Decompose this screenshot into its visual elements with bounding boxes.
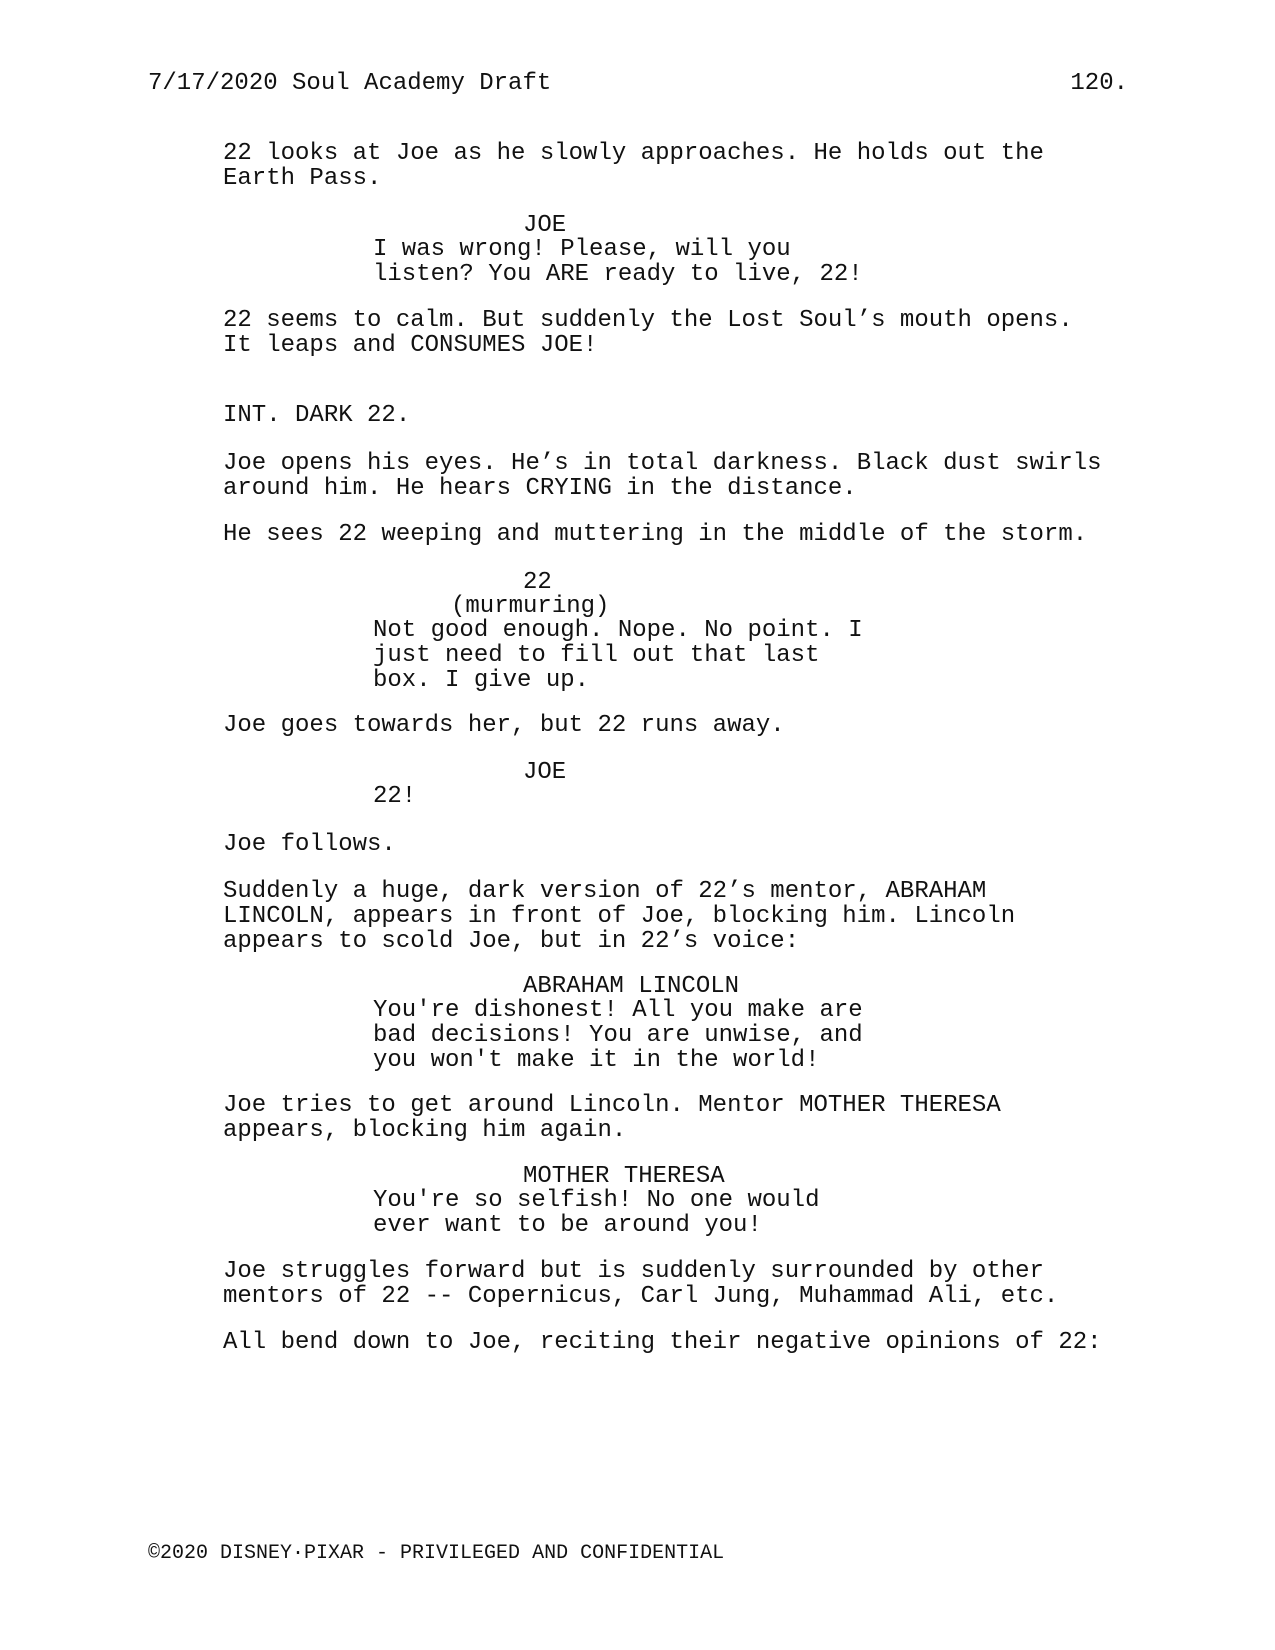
page-number: 120. [1070, 70, 1128, 97]
action-paragraph [223, 713, 1143, 738]
action-paragraph [223, 308, 1143, 358]
action-line: Suddenly a huge, dark version of 22’s mentor, ABRAHAM [223, 878, 987, 905]
action-paragraph [223, 1259, 1143, 1309]
parenthetical: (murmuring) [451, 593, 610, 620]
dialogue-line: listen? You ARE ready to live, 22! [373, 261, 863, 288]
action-line: Joe struggles forward but is suddenly surrounded by other [223, 1258, 1044, 1285]
action-line: Joe opens his eyes. He’s in total darkness. Black dust swirls [223, 450, 1102, 477]
dialogue-block [373, 618, 893, 693]
dialogue-block [373, 237, 893, 287]
action-paragraph [223, 879, 1143, 954]
action-line: Joe follows. [223, 831, 396, 858]
action-line: LINCOLN, appears in front of Joe, blocking him. Lincoln [223, 903, 1016, 930]
dialogue-line: You're so selfish! No one would [373, 1187, 820, 1214]
dialogue-line: I was wrong! Please, will you [373, 236, 791, 263]
dialogue-line: just need to fill out that last [373, 642, 820, 669]
action-line: appears to scold Joe, but in 22’s voice: [223, 928, 800, 955]
action-line: He sees 22 weeping and muttering in the middle of the storm. [223, 521, 1088, 548]
action-line: All bend down to Joe, reciting their negative opinions of 22: [223, 1329, 1102, 1356]
action-line: mentors of 22 -- Copernicus, Carl Jung, Muhammad Ali, etc. [223, 1283, 1059, 1310]
draft-header: 7/17/2020 Soul Academy Draft [148, 70, 552, 97]
action-paragraph [223, 451, 1143, 501]
action-line: 22 seems to calm. But suddenly the Lost Soul’s mouth opens. [223, 307, 1073, 334]
scene-heading: INT. DARK 22. [223, 402, 411, 429]
action-paragraph [223, 1330, 1143, 1355]
action-paragraph [223, 141, 1143, 191]
dialogue-block [373, 998, 893, 1073]
action-line: around him. He hears CRYING in the distance. [223, 475, 857, 502]
action-line: 22 looks at Joe as he slowly approaches. He holds out the [223, 140, 1044, 167]
dialogue-line: 22! [373, 783, 417, 810]
character-name: 22 [523, 569, 552, 596]
character-name: JOE [523, 759, 567, 786]
action-line: Joe goes towards her, but 22 runs away. [223, 712, 785, 739]
dialogue-line: bad decisions! You are unwise, and [373, 1022, 863, 1049]
character-name: MOTHER THERESA [523, 1163, 725, 1190]
action-line: Earth Pass. [223, 165, 382, 192]
action-paragraph [223, 1093, 1143, 1143]
character-name: ABRAHAM LINCOLN [523, 973, 740, 1000]
dialogue-block [373, 784, 893, 809]
action-paragraph [223, 832, 1143, 857]
dialogue-block [373, 1188, 893, 1238]
character-name: JOE [523, 212, 567, 239]
dialogue-line: you won't make it in the world! [373, 1047, 820, 1074]
action-line: Joe tries to get around Lincoln. Mentor MOTHER THERESA [223, 1092, 1001, 1119]
confidentiality-footer: ©2020 DISNEY·PIXAR - PRIVILEGED AND CONFIDENTIAL [148, 1542, 725, 1565]
dialogue-line: box. I give up. [373, 667, 590, 694]
dialogue-line: ever want to be around you! [373, 1212, 762, 1239]
action-line: It leaps and CONSUMES JOE! [223, 332, 598, 359]
dialogue-line: You're dishonest! All you make are [373, 997, 863, 1024]
action-line: appears, blocking him again. [223, 1117, 627, 1144]
action-paragraph [223, 522, 1143, 547]
dialogue-line: Not good enough. Nope. No point. I [373, 617, 863, 644]
